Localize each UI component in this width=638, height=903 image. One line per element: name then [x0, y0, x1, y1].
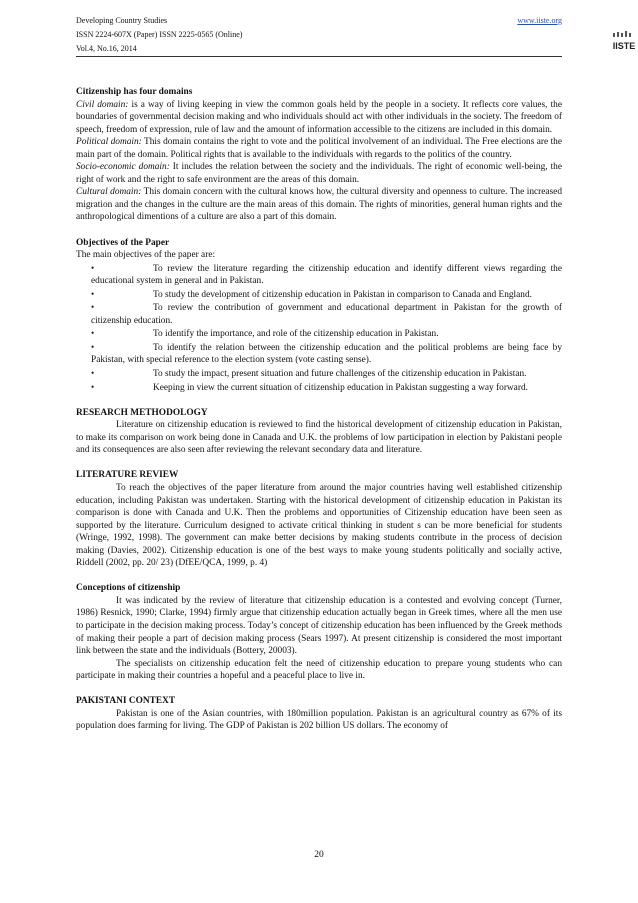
iiste-logo [612, 31, 636, 53]
political-domain-text: This domain contains the right to vote and the political involvement of an individual. The Free elections are the main part of the domain. Political rights that is available to the individuals with regards to the politics of the country. [76, 137, 562, 160]
bullet-icon: • [91, 341, 95, 352]
list-item [91, 301, 562, 327]
conceptions-heading: Conceptions of citizenship [76, 583, 181, 594]
objectives-list [76, 262, 562, 394]
objective-text: Keeping in view the current situation of citizenship education in Pakistan suggesting a way forward. [153, 382, 528, 393]
civil-domain-paragraph [76, 99, 562, 137]
methodology-paragraph: Literature on citizenship education is reviewed to find the historical development of citizenship education in Pakistan, to make its comparison on work being done in Canada and U.K. the problems of low participation in election by Pakistani people and its consequences are also seen after reviewing the relevant secondary data and literature. [76, 420, 562, 456]
cultural-domain-paragraph [76, 186, 562, 224]
objective-text: To review the contribution of government and educational department in Pakistan for the growth of citizenship education. [91, 303, 562, 326]
literature-review-heading: LITERATURE REVIEW [76, 470, 179, 481]
civil-domain-label: Civil domain: [76, 99, 129, 110]
cultural-domain-text: This domain concern with the cultural knows how, the cultural diversity and openness to culture. The increased migration and the changes in the culture are the main areas of this domain. The rights of minorities, general human rights and the anthropological dimentions of a culture are also a part of this domain. [76, 187, 563, 223]
list-item [91, 367, 562, 381]
bullet-icon: • [91, 328, 95, 339]
bullet-icon: • [91, 288, 95, 299]
journal-issn: ISSN 2224-607X (Paper) ISSN 2225-0565 (Online) [76, 30, 243, 39]
list-item [91, 341, 562, 367]
socio-economic-domain-text: It includes the relation between the society and the individuals. The right of economic well-being, the right of work and the right to safe environment are the areas of this domain. [76, 162, 562, 185]
list-item [91, 381, 562, 395]
cultural-domain-label: Cultural domain: [76, 187, 142, 198]
political-domain-paragraph [76, 136, 562, 161]
pakistani-context-heading: PAKISTANI CONTEXT [76, 696, 176, 707]
objectives-heading: Objectives of the Paper [76, 237, 170, 248]
journal-volume: Vol.4, No.16, 2014 [76, 44, 137, 53]
objectives-intro: The main objectives of the paper are: [76, 250, 216, 261]
page-body [76, 86, 562, 733]
list-item [91, 288, 562, 302]
conceptions-paragraph-2: The specialists on citizenship education felt the need of citizenship education to prepare young students who can participate in making their countries a hopeful and a peaceful place to live in. [76, 658, 562, 682]
bullet-icon: • [91, 262, 95, 273]
pakistani-context-paragraph: Pakistan is one of the Asian countries, with 180million population. Pakistan is an agricultural country as 67% of its population does farming for living. The GDP of Pakistan is 202 billion US dollars. The economy of [76, 708, 562, 732]
bullet-icon: • [91, 381, 95, 392]
bullet-icon: • [91, 368, 95, 379]
socio-economic-domain-paragraph [76, 161, 562, 186]
journal-header [76, 14, 562, 56]
journal-name: Developing Country Studies [76, 16, 168, 25]
methodology-heading: RESEARCH METHODOLOGY [76, 407, 208, 418]
objective-text: To review the literature regarding the citizenship education and identify different views regarding the educational system in general and in Pakistan. [91, 263, 562, 287]
page-number: 20 [314, 850, 324, 860]
logo-wordmark: IISTE [612, 41, 636, 51]
journal-url-link[interactable]: www.iiste.org [517, 16, 562, 25]
civil-domain-text: is a way of living keeping in view the common goals held by the people in a society. It reflects core values, the boundaries of governmental decision making and who individuals should act with other individuals in the society. The freedom of speech, freedom of expression, rule of law and the amount of information accessible to the citizens are included in this domain. [76, 99, 562, 135]
bullet-icon: • [91, 302, 95, 313]
list-item [91, 327, 562, 341]
domains-heading: Citizenship has four domains [76, 87, 193, 97]
political-domain-label: Political domain: [76, 137, 142, 148]
conceptions-paragraph-1: It was indicated by the review of literature that citizenship education is a contested and evolving concept (Turner, 1986) Resnick, 1990; Clarke, 1994) firmly argue that citizenship education actually began in Greek times, where all the men use to participate in the decision making process. Today’s concept of citizenship education has been influenced by the Greek methods of making their people a part of decision making process (Sears 1997). At present citizenship is considered the most important link between the state and the individuals (Bottery, 20003). [76, 595, 562, 657]
objective-text: To identify the importance, and role of the citizenship education in Pakistan. [153, 329, 439, 340]
objective-text: To study the development of citizenship education in Pakistan in comparison to Canada and England. [153, 289, 532, 300]
objective-text: To identify the relation between the citizenship education and the political problems are being face by Pakistan, with special reference to the election system (vote casting sense). [91, 342, 562, 366]
list-item [91, 262, 562, 288]
objective-text: To study the impact, present situation and future challenges of the citizenship education in Pakistan. [153, 369, 527, 380]
socio-economic-domain-label: Socio-economic domain: [76, 162, 170, 173]
literature-review-paragraph: To reach the objectives of the paper literature from around the major countries having well established citizenship education, including Pakistan was undertaken. Starting with the historical development of citizenship education in Pakistan its comparison is done with Canada and U.K. Then the problems and opportunities of Citizenship education have been seen as supported by the literature. Curriculum designed to activate critical thinking in student s can be more beneficial for students (Wringe, 1992, 1998). The government can make better decisions by making students contribute in the process of decision making (Davies, 2002). Citizenship education is one of the best ways to make young students politically and socially active, Riddell (2002, pp. 20/ 23) (DfEE/QCA, 1999, p. 4) [76, 482, 562, 569]
header-divider [76, 56, 562, 57]
